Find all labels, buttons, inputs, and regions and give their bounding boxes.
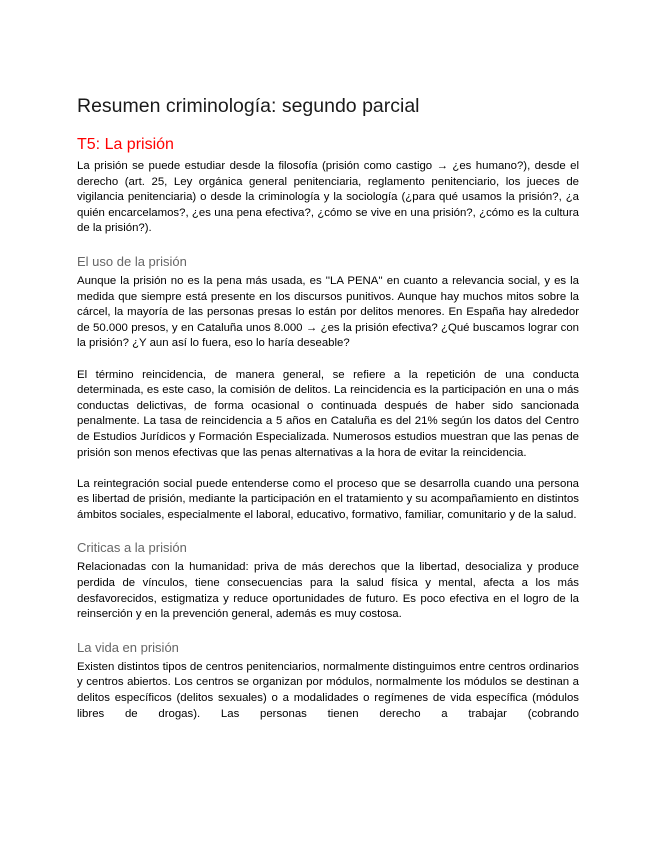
paragraph: Aunque la prisión no es la pena más usada, es ''LA PENA'' en cuanto a relevancia social, y es la medida que siempre está presente en los discursos punitivos. Aunque hay muchos mitos sobre la cárcel, la mayoría de las personas presas lo están por delitos menores. En España hay alrededor de 50.000 presos, y en Cataluña unos 8.000 → ¿es la prisión efectiva? ¿Qué buscamos lograr con la prisión? ¿Y aun así lo fuera, eso lo haría deseable? — [77, 274, 579, 350]
document-page — [77, 94, 579, 722]
section-heading-vida: La vida en prisión — [77, 639, 179, 655]
paragraph: Relacionadas con la humanidad: priva de más derechos que la libertad, desocializa y produce perdida de vínculos, tiene consecuencias para la salud física y mental, afecta a los más desfavorecidos, estigmatiza y reduce oportunidades de futuro. Es poco efectiva en el logro de la reinserción y en la prevención general, además es muy costosa. — [77, 561, 579, 621]
paragraph: Existen distintos tipos de centros penitenciarios, normalmente distinguimos entre centros ordinarios y centros abiertos. Los centros se organizan por módulos, normalmente los módulos se destinan a delitos específicos (delitos sexuales) o a modalidades o regímenes de vida específica (módulos libres de drogas). Las personas tienen derecho a trabajar (cobrando — [77, 660, 579, 720]
document-title: Resumen criminología: segundo parcial — [77, 95, 420, 117]
section-heading-criticas: Criticas a la prisión — [77, 540, 187, 556]
paragraph: El término reincidencia, de manera general, se refiere a la repetición de una conducta determinada, es este caso, la comisión de delitos. La reincidencia es la participación en una o más conductas delictivas, de forma ocasional o continuada después de haber sido sancionada penalmente. La tasa de reincidencia a 5 años en Cataluña es del 21% según los datos del Centro de Estudios Jurídicos y Formación Especializada. Numerosos estudios muestran que las penas de prisión son menos efectivas que las penas alternativas a la hora de evitar la reincidencia. — [77, 368, 579, 459]
section-heading-uso: El uso de la prisión — [77, 253, 187, 269]
paragraph: La reintegración social puede entenderse como el proceso que se desarrolla cuando una persona es libertad de prisión, mediante la participación en el tratamiento y su acompañamiento en distintos ámbitos sociales, especialmente el laboral, educativo, formativo, familiar, comunitario y de la salud. — [77, 477, 579, 521]
chapter-heading: T5: La prisión — [77, 136, 174, 153]
intro-paragraph: La prisión se puede estudiar desde la filosofía (prisión como castigo → ¿es humano?), desde el derecho (art. 25, Ley orgánica general penitenciaria, reglamento penitenciario, los jueces de vigilancia penitenciaria) o desde la criminología y la sociología (¿para qué usamos la prisión?, ¿a quién encarcelamos?, ¿es una pena efectiva?, ¿cómo se vive en una prisión?, ¿cómo es la cultura de la prisión?). — [77, 160, 579, 235]
